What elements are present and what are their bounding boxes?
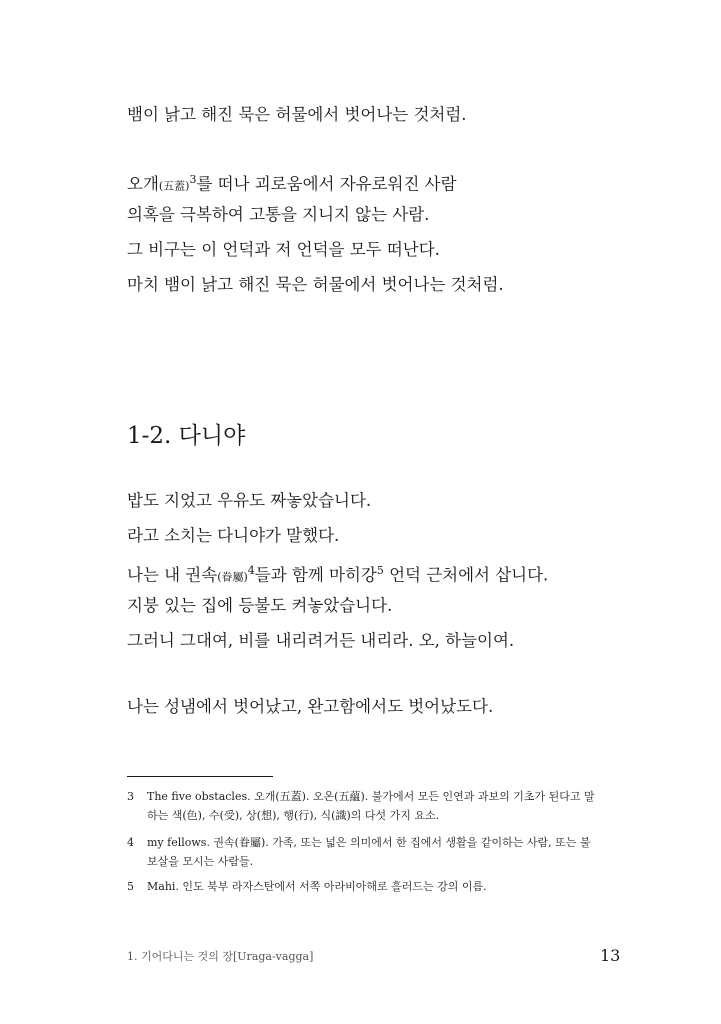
poem3-line5: 그러니 그대여, 비를 내리려거든 내리라. 오, 하늘이여. xyxy=(127,631,515,650)
footnote-ref-5[interactable]: 5 xyxy=(376,564,384,577)
running-title: 1. 기어다니는 것의 장[Uraga-vagga] xyxy=(127,950,314,963)
footnote-text: my fellows. 권속(眷屬). 가족, 또는 넓은 의미에서 한 집에서 생활을 같이하는 사람, 또는 불 xyxy=(147,836,591,849)
poem4-line1: 나는 성냄에서 벗어났고, 완고함에서도 벗어났도다. xyxy=(127,697,494,716)
footnote-ref-3[interactable]: 3 xyxy=(189,173,197,186)
footnote-text-cont: 하는 색(色), 수(受), 상(想), 행(行), 식(識)의 다섯 가지 요소. xyxy=(147,809,440,822)
poem3-line3 xyxy=(127,561,548,588)
footnote-4 xyxy=(127,833,621,852)
poem3-line1: 밥도 지었고 우유도 짜놓았습니다. xyxy=(127,491,372,510)
page-number: 13 xyxy=(600,946,621,965)
footnote-number: 5 xyxy=(127,880,134,893)
poem3-line2: 라고 소치는 다니야가 말했다. xyxy=(127,526,340,545)
footnote-text: Mahi. 인도 북부 라자스탄에서 서쪽 아라비아해로 흘러드는 강의 이름. xyxy=(147,880,487,893)
footnote-text: The five obstacles. 오개(五蓋). 오온(五蘊). 불가에서 모든 인연과 과보의 기초가 된다고 말 xyxy=(147,790,595,803)
footnote-5 xyxy=(127,877,621,896)
poem3-line3-hanja: (眷屬) xyxy=(217,570,248,584)
poem3-line3-mid: 들과 함께 마히강 xyxy=(254,565,377,585)
poem2-line1-hanja: (五蓋) xyxy=(158,179,190,193)
poem2-line1 xyxy=(127,170,457,197)
poem2-line4: 마치 뱀이 낡고 해진 묵은 허물에서 벗어나는 것처럼. xyxy=(127,275,504,294)
footnote-number: 3 xyxy=(127,790,134,803)
section-heading: 1-2. 다니야 xyxy=(127,423,246,449)
footnote-text-cont: 보살을 모시는 사람들. xyxy=(147,855,254,868)
poem2-line1-post: 를 떠나 괴로움에서 자유로워진 사람 xyxy=(196,174,457,194)
poem2-line2: 의혹을 극복하여 고통을 지니지 않는 사람. xyxy=(127,205,430,224)
poem3-line4: 지붕 있는 집에 등불도 켜놓았습니다. xyxy=(127,596,393,615)
poem1-line1: 뱀이 낡고 해진 묵은 허물에서 벗어나는 것처럼. xyxy=(127,105,467,124)
poem3-line3-post: 언덕 근처에서 삽니다. xyxy=(383,565,549,585)
footnote-number: 4 xyxy=(127,836,134,849)
footnote-divider xyxy=(127,776,273,777)
footnote-3 xyxy=(127,787,621,806)
poem3-line3-pre: 나는 내 권속 xyxy=(127,565,218,585)
footnote-ref-4[interactable]: 4 xyxy=(247,564,255,577)
poem2-line1-pre: 오개 xyxy=(127,174,159,194)
poem2-line3: 그 비구는 이 언덕과 저 언덕을 모두 떠난다. xyxy=(127,240,440,259)
